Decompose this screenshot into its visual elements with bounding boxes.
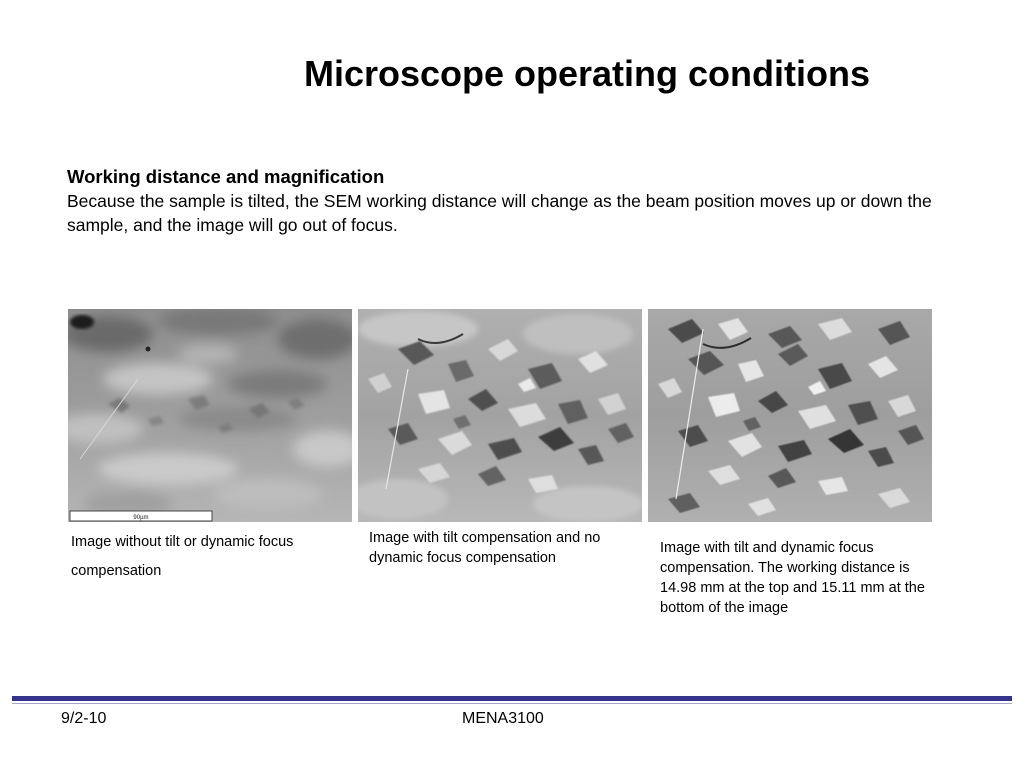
scale-bar-label: 90µm	[133, 515, 149, 521]
caption-dynamic-focus: Image with tilt and dynamic focus compensation. The working distance is 14.98 mm at the top and 15.11 mm at the bottom of the image	[660, 540, 925, 616]
micrograph-no-compensation	[68, 309, 352, 522]
slide-title: Microscope operating conditions	[303, 53, 871, 94]
section-body: Because the sample is tilted, the SEM working distance will change as the beam position moves up or down the sample, and the image will go out of focus.	[67, 191, 932, 235]
footer-rule	[12, 696, 1012, 701]
footer-course: MENA3100	[462, 710, 544, 727]
caption-no-compensation: Image without tilt or dynamic focus compensation	[71, 534, 294, 579]
caption-tilt-compensation: Image with tilt compensation and no dynamic focus compensation	[369, 530, 601, 566]
footer-rule-thin	[12, 703, 1012, 704]
micrograph-tilt-compensation	[358, 309, 642, 522]
footer-date: 9/2-10	[61, 710, 107, 727]
micrograph-dynamic-focus	[648, 309, 932, 522]
section-block	[67, 165, 947, 237]
section-heading: Working distance and magnification	[67, 166, 385, 187]
